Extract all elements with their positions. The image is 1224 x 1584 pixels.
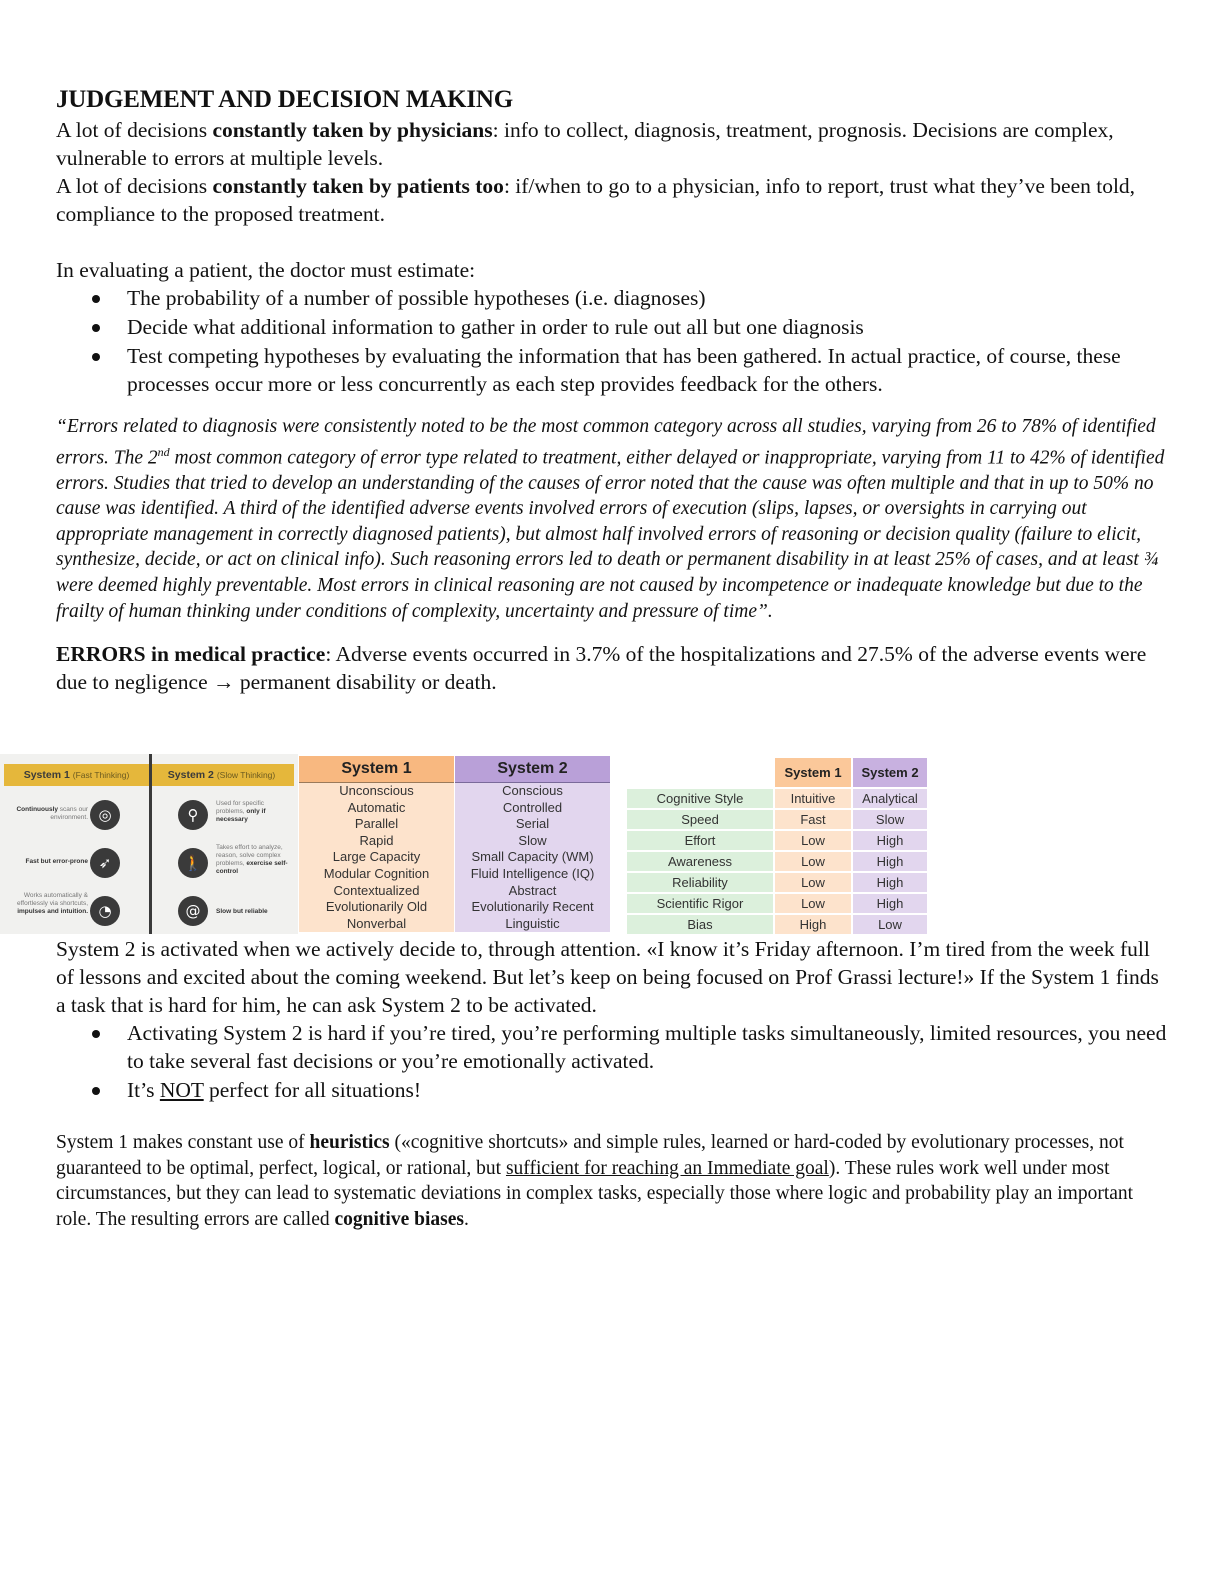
row-label: Awareness: [627, 852, 775, 871]
evaluation-list: [56, 284, 1168, 398]
text: perfect for all situations!: [203, 1078, 421, 1102]
text: («cognitive shortcuts» and simple rules, learned or hard-coded by evolutionary processes, not guaranteed to be optimal, perfect, logical, or rational, but: [56, 1132, 1124, 1179]
underlined-text: NOT: [159, 1078, 204, 1102]
cell: High: [775, 915, 853, 934]
gauge-icon: ◔: [90, 896, 120, 926]
cell: Slow: [853, 810, 927, 829]
errors-paragraph: [56, 640, 1168, 696]
text: .: [463, 1208, 469, 1230]
system1-banner: [4, 769, 149, 781]
cell: Automatic: [347, 799, 406, 815]
hiker-icon: 🚶: [178, 848, 208, 878]
text: A lot of decisions: [56, 174, 213, 198]
table-row: [627, 915, 927, 934]
cell: Conscious: [502, 783, 563, 798]
row-label: Bias: [627, 915, 775, 934]
system2-list: [56, 1019, 1168, 1104]
empty-header: [627, 758, 775, 787]
cell: Low: [775, 852, 853, 871]
system2-column: [455, 756, 610, 932]
cell: Unconscious: [339, 783, 414, 798]
system-infographic: [0, 754, 298, 934]
text: most common category of error type related to treatment, either delayed or inappropriate, varying from 11 to 42% of identified errors. Studies that tried to develop an understanding of the causes of error noted that the cause was often multiple and that in up to 50% no cause was identified. A third of the identified adverse events involved errors of execution (slips, lapses, or oversights in carrying out appropriate management in correctly diagnosed patients), but almost half involved errors of reasoning or decision quality (failure to elicit, synthesize, decide, or act on clinical info). Such reasoning errors led to death or permanent disability in at least 25% of cases, and at least ¾ were deemed highly preventable. Most errors in clinical reasoning are not caused by incompetence or inadequate knowledge but due to the frailty of human thinking under conditions of complexity, uncertainty and pressure of time”.: [56, 447, 1165, 622]
divider: [149, 754, 152, 934]
cell: Serial: [515, 816, 550, 832]
cell: Analytical: [853, 789, 927, 808]
cell: Nonverbal: [346, 915, 407, 931]
column-header: System 2: [853, 758, 927, 787]
system2-section: [56, 935, 1168, 1232]
system1-column: [299, 756, 454, 932]
cell: Evolutionarily Recent: [471, 899, 594, 915]
cell: High: [853, 852, 927, 871]
bird-icon: ➶: [90, 848, 120, 878]
errors-quote: [56, 414, 1168, 624]
text: (Slow Thinking): [216, 770, 276, 780]
text: permanent disability or death.: [234, 670, 497, 695]
cell: High: [853, 894, 927, 913]
list-item: [56, 313, 1168, 341]
sys1-label-1: Continuously scans our environment.: [16, 806, 88, 821]
cell: Intuitive: [775, 789, 853, 808]
cell: Large Capacity: [332, 849, 421, 865]
bold-text: heuristics: [309, 1132, 390, 1153]
text: A lot of decisions: [56, 118, 213, 142]
column-header: System 1: [775, 758, 853, 787]
text: “Errors related to diagnosis were consistently noted to be the most common category across all studies, varying from 26 to 78% of identified errors. The 2: [56, 416, 1156, 469]
document-page: [56, 84, 1168, 696]
snail-icon: @: [178, 896, 208, 926]
text: (Fast Thinking): [72, 770, 130, 780]
bullet-icon: [92, 324, 100, 332]
cell: Abstract: [508, 882, 557, 898]
bold-text: constantly taken by physicians: [212, 118, 493, 142]
underlined-text: sufficient for reaching an Immediate goal: [505, 1157, 829, 1179]
cell: Modular Cognition: [323, 865, 430, 881]
row-label: Speed: [627, 810, 775, 829]
bullet-icon: [92, 353, 100, 361]
cell: Small Capacity (WM): [471, 849, 594, 865]
list-item: [56, 1076, 1168, 1104]
cell: Fluid Intelligence (IQ): [470, 865, 595, 881]
system-comparison-list: [299, 756, 611, 932]
arrow-right-icon: →: [213, 670, 235, 695]
cell: Parallel: [354, 816, 399, 832]
cell: Evolutionarily Old: [325, 899, 428, 915]
page-title: JUDGEMENT AND DECISION MAKING: [56, 86, 513, 113]
table-row: [627, 852, 927, 871]
cell: Low: [853, 915, 927, 934]
list-item-text: Decide what additional information to gather in order to rule out all but one diagnosis: [127, 315, 864, 339]
cell: Slow: [518, 832, 547, 848]
list-item-text: Test competing hypotheses by evaluating the information that has been gathered. In actual practice, of course, these processes occur more or less concurrently as each step provides feedback for the others.: [127, 344, 1121, 396]
bullet-icon: [92, 295, 100, 303]
list-item: [56, 284, 1168, 312]
row-label: Reliability: [627, 873, 775, 892]
bullet-icon: [92, 1087, 100, 1095]
list-item-text: Activating System 2 is hard if you’re tired, you’re performing multiple tasks simultaneously, limited resources, you need to take several fast decisions or you’re emotionally activated.: [127, 1021, 1167, 1073]
cell: High: [853, 873, 927, 892]
list-item-text: The probability of a number of possible hypotheses (i.e. diagnoses): [127, 286, 706, 310]
sys2-label-2: Takes effort to analyze, reason, solve complex problems, exercise self-control: [216, 844, 288, 875]
cell: High: [853, 831, 927, 850]
cell: Fast: [775, 810, 853, 829]
evaluation-lead: In evaluating a patient, the doctor must estimate:: [56, 258, 476, 282]
row-label: Cognitive Style: [627, 789, 775, 808]
text: It’s: [127, 1078, 160, 1102]
cell: Controlled: [502, 799, 563, 815]
system2-paragraph: System 2 is activated when we actively decide to, through attention. «I know it’s Friday afternoon. I’m tired from the week full of lessons and excited about the coming weekend. But let’s keep on being focused on Prof Grassi lecture!» If the System 1 finds a task that is hard for him, he can ask System 2 to be activated.: [56, 937, 1159, 1017]
intro-physicians: [56, 116, 1168, 172]
list-item: [56, 342, 1168, 398]
table-header-row: [627, 758, 927, 787]
cell: Contextualized: [333, 882, 420, 898]
table-row: [627, 831, 927, 850]
radar-icon: ◎: [90, 800, 120, 830]
magnifier-icon: ⚲: [178, 800, 208, 830]
cell: Linguistic: [505, 915, 560, 931]
text: : info to collect, diagnosis, treatment, prognosis. Decisions are complex, vulnerable to errors at multiple levels.: [56, 118, 1114, 170]
table-row: [627, 789, 927, 808]
system-attribute-table: [627, 756, 927, 932]
bullet-icon: [92, 1030, 100, 1038]
system2-banner: [149, 769, 294, 781]
cell: Low: [775, 894, 853, 913]
intro-patients: [56, 172, 1168, 228]
sys1-label-2: Fast but error-prone: [25, 858, 88, 865]
heuristics-paragraph: [56, 1130, 1168, 1232]
text: : if/when to go to a physician, info to report, trust what they’ve been told, compliance to the proposed treatment.: [56, 174, 1136, 226]
system-figures: [0, 754, 930, 934]
attribute-table: [627, 756, 927, 936]
row-label: Effort: [627, 831, 775, 850]
column-header: System 1: [299, 756, 454, 783]
row-label: Scientific Rigor: [627, 894, 775, 913]
table-row: [627, 810, 927, 829]
table-row: [627, 873, 927, 892]
sys2-label-1: Used for specific problems, only if necessary: [216, 800, 266, 823]
superscript: nd: [157, 444, 170, 459]
bold-text: constantly taken by patients too: [212, 174, 504, 198]
cell: Low: [775, 873, 853, 892]
text: ). These rules work well under most circumstances, but they can lead to systematic deviations in complex tasks, especially those where logic and probability play an important role. The resulting errors are called: [56, 1157, 1134, 1230]
text: System 2: [167, 769, 214, 781]
bold-text: ERRORS in medical practice: [56, 642, 326, 667]
text: : Adverse events occurred in 3.7% of the hospitalizations and 27.5% of the adverse events were due to negligence: [56, 642, 1147, 695]
column-header: System 2: [455, 756, 610, 783]
table-row: [627, 894, 927, 913]
cell: Low: [775, 831, 853, 850]
sys2-label-3: Slow but reliable: [216, 908, 268, 915]
sys1-label-3: Works automatically & effortlessly via shortcuts, impulses and intuition.: [16, 892, 88, 915]
text: System 1: [23, 769, 70, 781]
cell: Rapid: [359, 832, 394, 848]
bold-text: cognitive biases: [334, 1208, 464, 1230]
text: System 1 makes constant use of: [56, 1132, 310, 1153]
list-item: [56, 1019, 1168, 1075]
